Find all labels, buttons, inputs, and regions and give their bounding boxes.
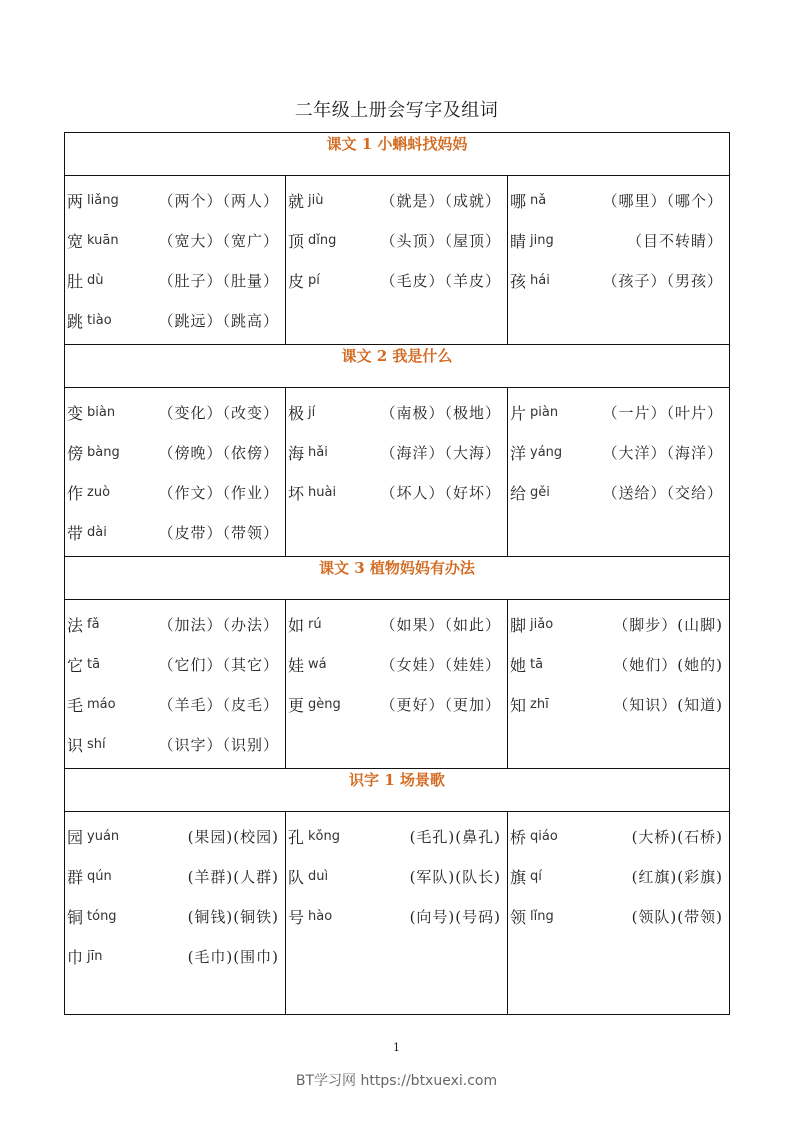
vocab-column	[508, 600, 730, 769]
word-group: （它们）（其它）	[158, 655, 279, 674]
word-group: （两个）（两人）	[158, 191, 279, 210]
section-heading: 课文 1 小蝌蚪找妈妈	[65, 133, 730, 176]
vocab-entry	[67, 300, 283, 340]
character: 两	[67, 191, 84, 211]
character: 旗	[510, 867, 527, 887]
character: 皮	[288, 271, 305, 291]
pinyin: jing	[530, 232, 554, 248]
vocabulary-table	[64, 132, 730, 1015]
vocab-entry	[288, 432, 505, 472]
character: 更	[288, 695, 305, 715]
character: 群	[67, 867, 84, 887]
word-group: （变化）（改变）	[158, 403, 279, 422]
character: 坏	[288, 483, 305, 503]
character: 给	[510, 483, 527, 503]
character: 就	[288, 191, 305, 211]
character: 队	[288, 867, 305, 887]
word-group: （送给）（交给）	[602, 483, 723, 502]
vocab-column	[65, 812, 286, 1015]
vocab-entry	[288, 684, 505, 724]
vocab-column	[65, 176, 286, 345]
pinyin: qún	[87, 868, 112, 884]
vocab-column	[286, 600, 508, 769]
word-group: （南极）（极地）	[380, 403, 501, 422]
section-body-row	[65, 176, 730, 345]
vocab-entry	[510, 816, 727, 856]
character: 园	[67, 827, 84, 847]
page-number: 1	[393, 1041, 400, 1054]
vocab-entry	[67, 724, 283, 764]
character: 识	[67, 735, 84, 755]
character: 知	[510, 695, 527, 715]
pinyin: tā	[530, 656, 544, 672]
footer-watermark: BT学习网 https://btxuexi.com	[295, 1073, 498, 1089]
section-body-row	[65, 388, 730, 557]
vocab-entry	[67, 856, 283, 896]
pinyin: kǒng	[308, 828, 340, 844]
word-group: (领队)(带领)	[631, 907, 723, 926]
vocab-entry	[288, 816, 505, 856]
pinyin: zuò	[87, 484, 111, 500]
word-group: (向号)(号码)	[409, 907, 501, 926]
pinyin: jiǎo	[530, 616, 554, 632]
vocab-entry	[510, 644, 727, 684]
word-group: （肚子）（肚量）	[158, 271, 279, 290]
character: 号	[288, 907, 305, 927]
vocab-entry	[67, 472, 283, 512]
word-group: （知识）(知道)	[613, 695, 723, 714]
pinyin: duì	[308, 868, 329, 884]
vocab-entry	[67, 392, 283, 432]
word-group: （大洋）（海洋）	[602, 443, 723, 462]
pinyin: tóng	[87, 908, 117, 924]
vocab-column	[286, 812, 508, 1015]
word-group: (红旗)(彩旗)	[631, 867, 723, 886]
pinyin: gèng	[308, 696, 341, 712]
word-group: （她们）(她的)	[613, 655, 723, 674]
vocab-column	[286, 176, 508, 345]
character: 脚	[510, 615, 527, 635]
pinyin: hái	[530, 272, 550, 288]
pinyin: zhī	[530, 696, 549, 712]
word-group: （就是）（成就）	[380, 191, 501, 210]
character: 洋	[510, 443, 527, 463]
word-group: (毛孔)(鼻孔)	[409, 827, 501, 846]
vocab-column	[508, 388, 730, 557]
vocab-entry	[288, 392, 505, 432]
vocab-entry	[67, 896, 283, 936]
vocab-entry	[288, 644, 505, 684]
word-group: （皮带）（带领）	[158, 523, 279, 542]
word-group: (大桥)(石桥)	[631, 827, 723, 846]
pinyin: qiáo	[530, 828, 558, 844]
pinyin: qí	[530, 868, 542, 884]
vocab-entry	[67, 260, 283, 300]
pinyin: bàng	[87, 444, 120, 460]
word-group: （坏人）（好坏）	[380, 483, 501, 502]
character: 孔	[288, 827, 305, 847]
word-group: （傍晚）（依傍）	[158, 443, 279, 462]
vocab-entry	[67, 180, 283, 220]
word-group: （孩子）（男孩）	[602, 271, 723, 290]
section-heading-row	[65, 345, 730, 388]
pinyin: tiào	[87, 312, 112, 328]
pinyin: pí	[308, 272, 320, 288]
word-group: （加法）（办法）	[158, 615, 279, 634]
word-group: （羊毛）（皮毛）	[158, 695, 279, 714]
vocab-entry	[510, 392, 727, 432]
character: 娃	[288, 655, 305, 675]
word-group: （海洋）（大海）	[380, 443, 501, 462]
character: 带	[67, 523, 84, 543]
pinyin: dù	[87, 272, 104, 288]
vocab-entry	[288, 856, 505, 896]
vocab-entry	[510, 604, 727, 644]
section-heading: 课文 3 植物妈妈有办法	[65, 557, 730, 600]
character: 片	[510, 403, 527, 423]
character: 顶	[288, 231, 305, 251]
pinyin: biàn	[87, 404, 116, 420]
vocab-entry	[510, 180, 727, 220]
vocab-entry	[510, 220, 727, 260]
vocab-entry	[288, 604, 505, 644]
vocab-entry	[288, 180, 505, 220]
pinyin: piàn	[530, 404, 559, 420]
word-group: （识字）（识别）	[158, 735, 279, 754]
section-heading-row	[65, 133, 730, 176]
word-group: (铜钱)(铜铁)	[187, 907, 279, 926]
vocab-entry	[288, 472, 505, 512]
pinyin: rú	[308, 616, 322, 632]
section-heading-row	[65, 769, 730, 812]
section-heading: 识字 1 场景歌	[65, 769, 730, 812]
pinyin: tā	[87, 656, 101, 672]
character: 肚	[67, 271, 84, 291]
pinyin: gěi	[530, 484, 550, 500]
pinyin: hǎi	[308, 444, 328, 460]
pinyin: lǐng	[530, 908, 554, 924]
vocab-entry	[510, 856, 727, 896]
vocab-entry	[67, 220, 283, 260]
word-group: （头顶）（屋顶）	[380, 231, 501, 250]
word-group: (羊群)(人群)	[187, 867, 279, 886]
word-group: （毛皮）（羊皮）	[380, 271, 501, 290]
word-group: （一片）（叶片）	[602, 403, 723, 422]
section-heading: 课文 2 我是什么	[65, 345, 730, 388]
character: 铜	[67, 907, 84, 927]
character: 傍	[67, 443, 84, 463]
character: 跳	[67, 311, 84, 331]
word-group: （如果）（如此）	[380, 615, 501, 634]
vocab-entry	[510, 684, 727, 724]
vocab-column	[508, 812, 730, 1015]
vocab-entry	[510, 472, 727, 512]
word-group: （目不转睛）	[626, 231, 723, 250]
word-group: (毛巾)(围巾)	[187, 947, 279, 966]
pinyin: nǎ	[530, 192, 547, 208]
word-group: (果园)(校园)	[187, 827, 279, 846]
pinyin: jiù	[308, 192, 324, 208]
character: 海	[288, 443, 305, 463]
word-group: （更好）（更加）	[380, 695, 501, 714]
character: 它	[67, 655, 84, 675]
word-group: （哪里）（哪个）	[602, 191, 723, 210]
vocab-entry	[67, 604, 283, 644]
character: 极	[288, 403, 305, 423]
vocab-entry	[67, 936, 283, 976]
pinyin: yuán	[87, 828, 120, 844]
word-group: （脚步）(山脚)	[613, 615, 723, 634]
vocab-entry	[288, 260, 505, 300]
vocab-entry	[67, 816, 283, 856]
pinyin: huài	[308, 484, 337, 500]
pinyin: dài	[87, 524, 107, 540]
vocab-entry	[67, 684, 283, 724]
section-heading-row	[65, 557, 730, 600]
vocab-entry	[67, 432, 283, 472]
section-body-row	[65, 812, 730, 1015]
word-group: (军队)(队长)	[409, 867, 501, 886]
character: 作	[67, 483, 84, 503]
character: 宽	[67, 231, 84, 251]
character: 法	[67, 615, 84, 635]
vocab-entry	[510, 432, 727, 472]
character: 睛	[510, 231, 527, 251]
word-group: （作文）（作业）	[158, 483, 279, 502]
word-group: （宽大）（宽广）	[158, 231, 279, 250]
vocab-entry	[288, 896, 505, 936]
word-group: （跳远）（跳高）	[158, 311, 279, 330]
pinyin: dǐng	[308, 232, 337, 248]
pinyin: shí	[87, 736, 106, 752]
pinyin: liǎng	[87, 192, 119, 208]
pinyin: wá	[308, 656, 327, 672]
pinyin: yáng	[530, 444, 563, 460]
vocab-column	[508, 176, 730, 345]
character: 巾	[67, 947, 84, 967]
character: 变	[67, 403, 84, 423]
pinyin: jí	[308, 404, 316, 420]
vocab-entry	[67, 644, 283, 684]
vocab-column	[65, 600, 286, 769]
section-body-row	[65, 600, 730, 769]
vocab-entry	[67, 512, 283, 552]
vocab-entry	[288, 220, 505, 260]
word-group: （女娃）（娃娃）	[380, 655, 501, 674]
character: 孩	[510, 271, 527, 291]
pinyin: fǎ	[87, 616, 100, 632]
pinyin: kuān	[87, 232, 119, 248]
pinyin: hào	[308, 908, 333, 924]
character: 毛	[67, 695, 84, 715]
vocab-entry	[510, 260, 727, 300]
page-title: 二年级上册会写字及组词	[294, 100, 499, 121]
pinyin: jīn	[87, 948, 103, 964]
vocab-column	[65, 388, 286, 557]
character: 她	[510, 655, 527, 675]
character: 领	[510, 907, 527, 927]
character: 如	[288, 615, 305, 635]
vocab-column	[286, 388, 508, 557]
character: 哪	[510, 191, 527, 211]
vocab-entry	[510, 896, 727, 936]
pinyin: máo	[87, 696, 116, 712]
character: 桥	[510, 827, 527, 847]
